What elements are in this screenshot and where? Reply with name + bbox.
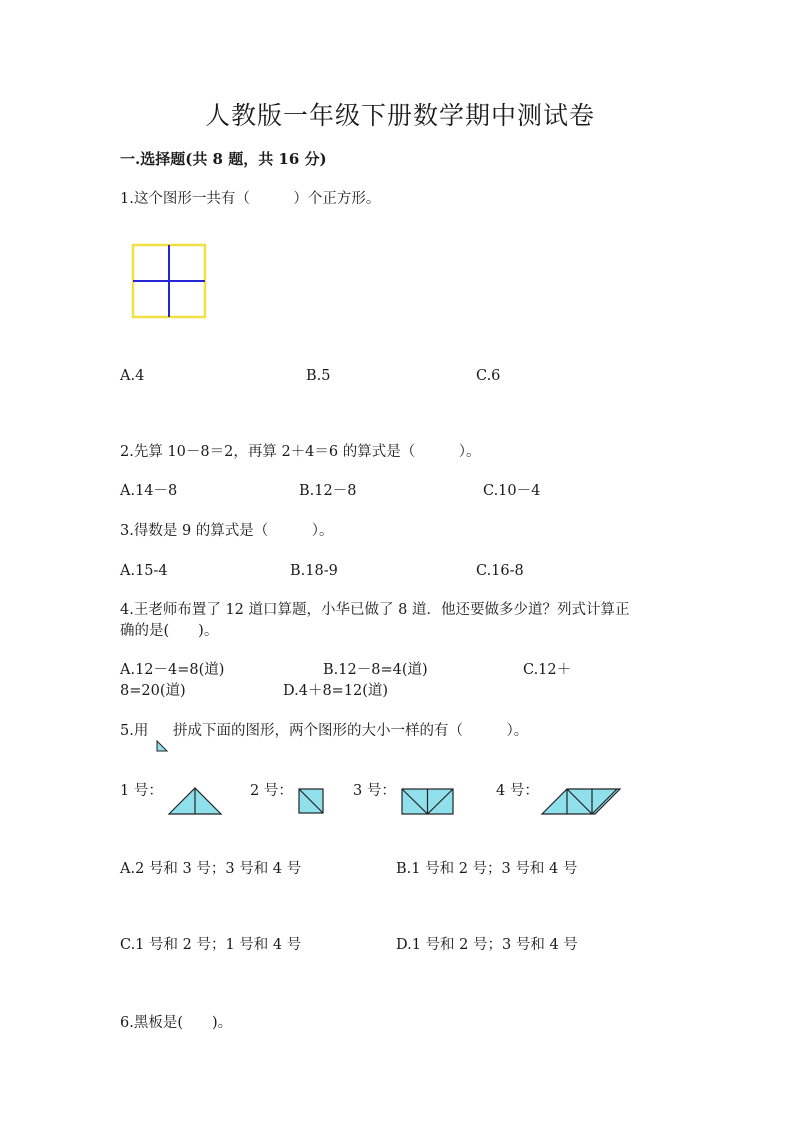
question-5-option-d[interactable]: D.1 号和 2 号；3 号和 4 号 [396, 937, 578, 953]
question-5-option-a[interactable]: A.2 号和 3 号；3 号和 4 号 [120, 861, 302, 877]
question-1-square-figure [132, 244, 206, 318]
figure-2-square-shape [298, 788, 324, 814]
question-4-option-b[interactable]: B.12－8=4(道) [323, 662, 428, 678]
figure-3-rectangle-shape [401, 788, 454, 815]
question-6-stem: 6.黑板是( )。 [120, 1015, 233, 1031]
question-2-option-c[interactable]: C.10－4 [483, 483, 541, 499]
question-4-stem-line2: 确的是( )。 [120, 623, 219, 639]
section-heading: 一.选择题(共 8 题，共 16 分) [120, 150, 327, 168]
page-title: 人教版一年级下册数学期中测试卷 [204, 101, 595, 130]
question-1-option-c[interactable]: C.6 [476, 368, 501, 384]
question-4-option-c-part2[interactable]: 8=20(道) [120, 683, 186, 699]
question-3-option-b[interactable]: B.18-9 [290, 563, 338, 579]
question-2-stem: 2.先算 10－8＝2，再算 2＋4＝6 的算式是（ ）。 [120, 444, 481, 460]
question-4-stem-line1: 4.王老师布置了 12 道口算题，小华已做了 8 道．他还要做多少道？列式计算正 [120, 602, 630, 618]
question-5-stem-prefix: 5.用 [120, 723, 149, 739]
question-2-option-b[interactable]: B.12－8 [299, 483, 357, 499]
question-1-option-a[interactable]: A.4 [120, 368, 145, 384]
question-5-option-c[interactable]: C.1 号和 2 号；1 号和 4 号 [120, 937, 302, 953]
question-4-option-a[interactable]: A.12－4=8(道) [120, 662, 225, 678]
figure-4-parallelogram-shape [541, 788, 621, 815]
figure-2-label: 2 号： [250, 783, 293, 799]
question-3-option-c[interactable]: C.16-8 [476, 563, 524, 579]
question-3-option-a[interactable]: A.15-4 [120, 563, 168, 579]
question-1-option-b[interactable]: B.5 [306, 368, 331, 384]
figure-1-label: 1 号： [120, 783, 163, 799]
question-4-option-c-part1[interactable]: C.12＋ [523, 662, 572, 678]
figure-1-triangle-shape [168, 787, 222, 815]
question-3-stem: 3.得数是 9 的算式是（ ）。 [120, 523, 334, 539]
small-triangle-icon [156, 740, 168, 752]
question-2-option-a[interactable]: A.14－8 [120, 483, 178, 499]
question-1-stem: 1.这个图形一共有（ ）个正方形。 [120, 191, 381, 207]
figure-3-label: 3 号： [353, 783, 396, 799]
question-5-stem-suffix: 拼成下面的图形，两个图形的大小一样的有（ ）。 [173, 723, 529, 739]
question-4-option-d[interactable]: D.4＋8=12(道) [283, 683, 389, 699]
figure-4-label: 4 号： [496, 783, 539, 799]
question-5-option-b[interactable]: B.1 号和 2 号；3 号和 4 号 [396, 861, 578, 877]
